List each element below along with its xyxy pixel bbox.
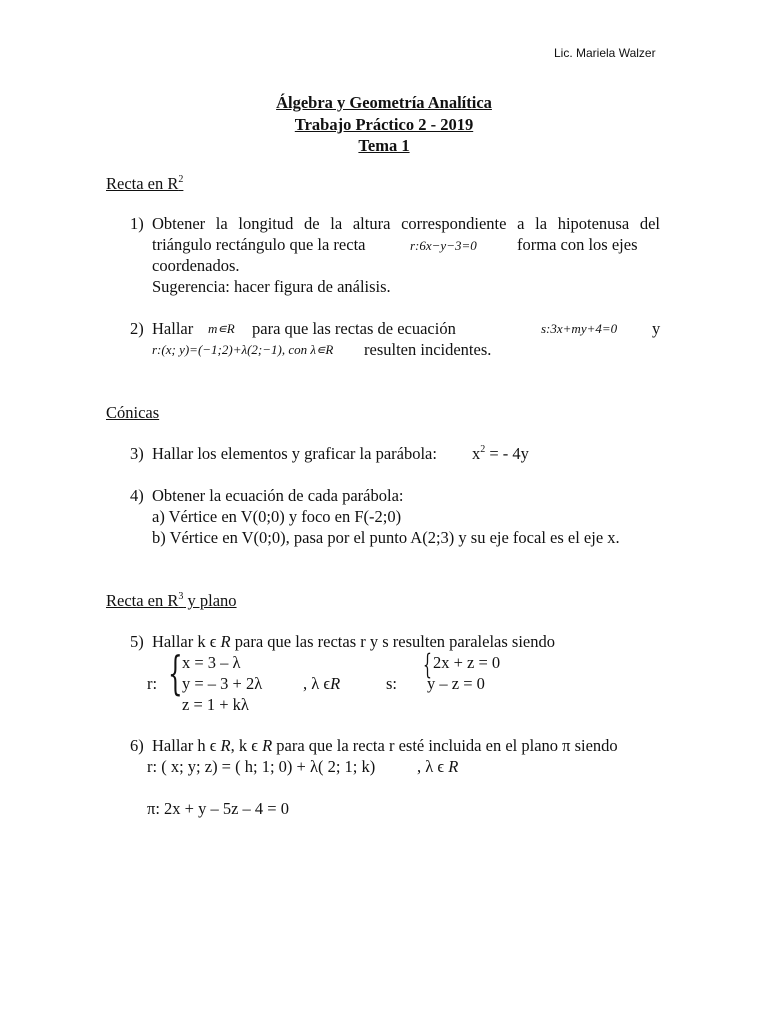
lambda-domain-text: , λ ϵ — [417, 757, 445, 776]
line-s-equation-1: 2x + z = 0 — [433, 653, 501, 672]
left-brace-r: { — [168, 646, 183, 700]
exercise-1-equation: r:6x−y−3=0 — [410, 238, 477, 253]
exercise-6-lambda-domain — [417, 759, 458, 776]
exercise-6-line-r: r: ( x; y; z) = ( h; 1; 0) + λ( 2; 1; k) — [147, 757, 376, 776]
real-set-symbol: R — [220, 632, 231, 651]
exercise-1-line-2b: forma con los ejes — [517, 235, 638, 254]
line-r-equation-3: z = 1 + kλ — [182, 695, 249, 714]
equation-rest: = - 4y — [485, 444, 529, 463]
line-r-equation-1: x = 3 – λ — [182, 653, 241, 672]
assignment-title: Trabajo Práctico 2 - 2019 — [294, 115, 474, 134]
exercise-5-text-b: para que las rectas r y s resulten paralelas siendo — [230, 632, 555, 651]
line-r-label: r: — [147, 674, 158, 693]
exercise-number: 4) — [130, 486, 144, 505]
exercise-1-line-2a: triángulo rectángulo que la recta — [152, 235, 366, 254]
exercise-2-equation-s: s:3x+my+4=0 — [541, 321, 618, 336]
real-set-symbol: R — [220, 736, 231, 755]
exercise-4-item-b: b) Vértice en V(0;0), pasa por el punto A(2;3) y su eje focal es el eje x. — [152, 528, 620, 547]
section-heading-superscript: 3 — [178, 591, 184, 602]
lambda-domain — [303, 676, 340, 693]
exercise-5-text-a: Hallar k ϵ — [152, 632, 217, 651]
exercise-4-text: Obtener la ecuación de cada parábola: — [152, 486, 404, 505]
course-title: Álgebra y Geometría Analítica — [276, 93, 492, 112]
exercise-2-line-1b: para que las rectas de ecuación — [252, 319, 456, 338]
exercise-6-text-c: para que la recta r esté incluida en el plano π siendo — [272, 736, 618, 755]
exercise-number: 5) — [130, 632, 144, 651]
exercise-6-text-a: Hallar h ϵ — [152, 736, 217, 755]
exercise-4-item-a: a) Vértice en V(0;0) y foco en F(-2;0) — [152, 507, 402, 526]
real-set-symbol: R — [330, 674, 341, 693]
section-heading-recta-r2 — [106, 176, 183, 193]
line-r-equation-2: y = – 3 + 2λ — [182, 674, 263, 693]
exercise-2-equation-r: r:(x; y)=(−1;2)+λ(2;−1), con λ∊R — [152, 342, 334, 357]
section-heading-text: Recta en R — [106, 174, 179, 193]
exercise-1-hint: Sugerencia: hacer figura de análisis. — [152, 277, 391, 296]
section-heading-text: Recta en R — [106, 591, 179, 610]
exercise-2-math-m: m∊R — [208, 321, 235, 336]
exercise-number: 2) — [130, 319, 144, 338]
real-set-symbol: R — [262, 736, 273, 755]
line-s-equation-2: y – z = 0 — [427, 674, 485, 693]
exercise-number: 1) — [130, 214, 144, 233]
author-name: Lic. Mariela Walzer — [554, 46, 656, 60]
section-heading-superscript: 2 — [178, 174, 184, 185]
exercise-2-line-1c: y — [652, 319, 661, 338]
exercise-3-text: Hallar los elementos y graficar la parábola: — [152, 444, 437, 463]
exercise-number: 6) — [130, 736, 144, 755]
exercise-6-text — [152, 738, 618, 755]
lambda-domain-text: , λ ϵ — [303, 674, 331, 693]
real-set-symbol: R — [448, 757, 459, 776]
line-s-label: s: — [386, 674, 398, 693]
exercise-2-line-2b: resulten incidentes. — [364, 340, 492, 359]
exercise-1-line-1: Obtener la longitud de la altura correspondiente a la hipotenusa del — [152, 214, 660, 233]
equation-exponent: 2 — [480, 444, 486, 455]
exercise-6-text-b: , k ϵ — [230, 736, 258, 755]
topic-title: Tema 1 — [358, 136, 410, 155]
exercise-1-line-3: coordenados. — [152, 256, 240, 275]
exercise-3-equation — [472, 446, 529, 463]
section-heading-recta-r3 — [106, 593, 237, 610]
section-heading-conicas: Cónicas — [106, 403, 160, 422]
section-heading-suffix: y plano — [183, 591, 237, 610]
exercise-number: 3) — [130, 444, 144, 463]
exercise-6-plane: π: 2x + y – 5z – 4 = 0 — [147, 799, 289, 818]
left-brace-s: { — [423, 648, 432, 681]
equation-x: x — [472, 444, 481, 463]
exercise-5-text — [152, 634, 555, 651]
exercise-2-line-1a: Hallar — [152, 319, 194, 338]
